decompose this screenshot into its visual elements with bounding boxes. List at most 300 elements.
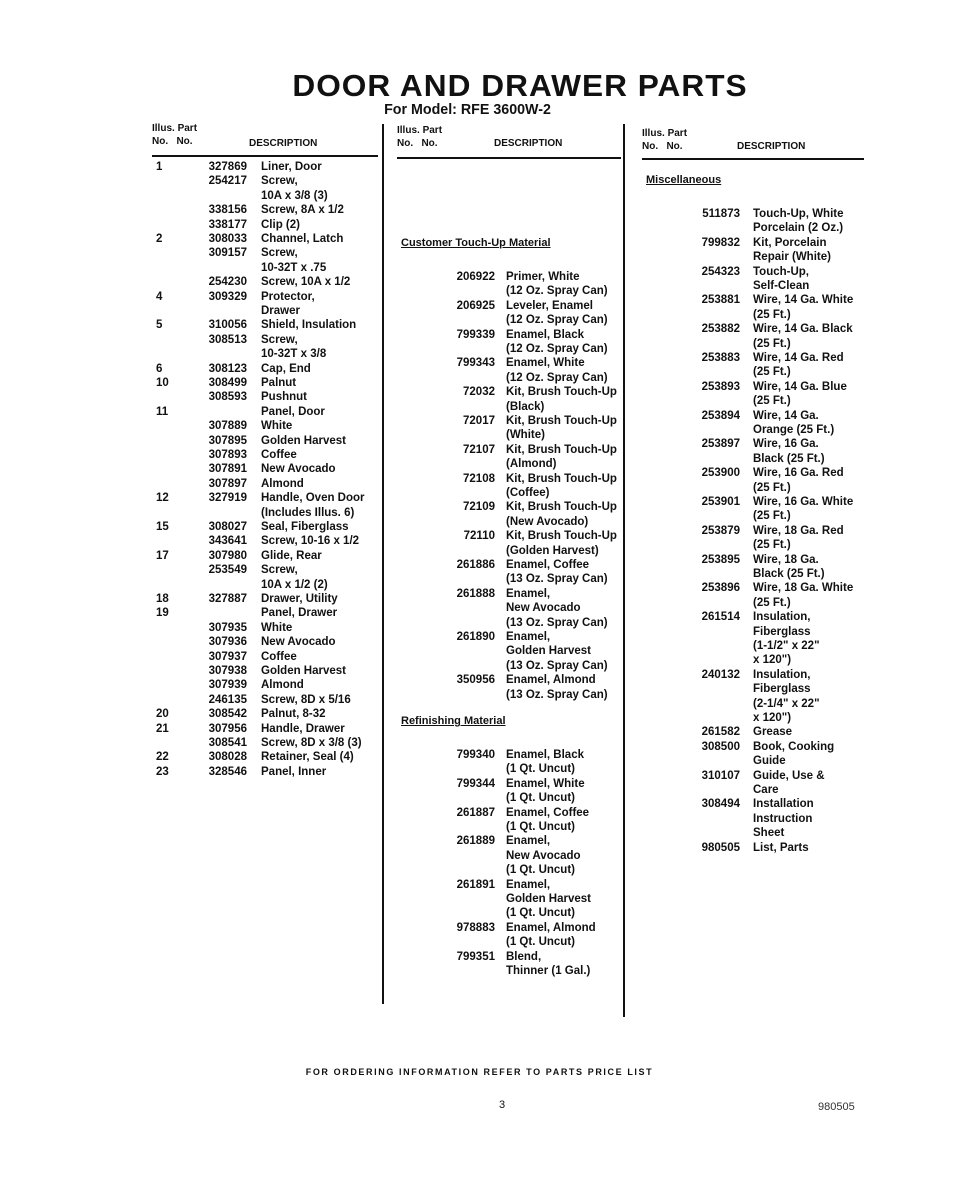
table-row [642,697,867,711]
table-row [397,500,621,514]
part-number: 799343 [456,357,495,370]
table-row [397,529,621,543]
table-row [152,376,380,390]
part-description: Wire, 18 Ga. [753,553,819,566]
table-row [397,601,621,615]
table-row [642,365,867,379]
part-description: 10A x 1/2 (2) [261,578,328,591]
part-description: Screw, 8A x 1/2 [261,204,344,217]
table-row [397,906,621,920]
table-row [152,462,380,476]
illus-number: 6 [156,362,163,375]
table-row [397,284,621,298]
table-row [642,452,867,466]
part-description: Screw, 10A x 1/2 [261,276,351,289]
no-label: No. [421,138,438,149]
part-description: (Almond) [506,458,557,471]
table-row [152,203,380,217]
table-row [397,630,621,644]
table-row [642,221,867,235]
table-row [397,892,621,906]
part-description: Kit, Porcelain [753,236,827,249]
table-row [397,313,621,327]
part-number: 307891 [208,463,247,476]
col2-header-rule [397,157,621,159]
description-label: DESCRIPTION [494,138,563,149]
part-number: 307936 [208,636,247,649]
part-description: (25 Ft.) [753,337,791,350]
part-description: Touch-Up, [753,265,809,278]
part-number: 254217 [208,175,247,188]
part-description: Wire, 14 Ga. Blue [753,380,847,393]
table-row [152,592,380,606]
part-description: Retainer, Seal (4) [261,751,354,764]
table-row [642,409,867,423]
page-title: DOOR AND DRAWER PARTS [292,68,748,103]
table-row [642,236,867,250]
part-description: 10A x 3/8 (3) [261,189,328,202]
section-title: Customer Touch-Up Material [401,237,551,249]
part-number: 72109 [463,501,495,514]
table-row [397,558,621,572]
part-description: Panel, Inner [261,765,327,778]
table-row [642,538,867,552]
part-number: 72107 [463,443,495,456]
part-description: Blend, [506,950,542,963]
part-description: Drawer [261,305,300,317]
part-number: 343641 [208,535,247,548]
part-number: 253549 [208,564,247,577]
table-row [642,423,867,437]
part-number: 253901 [701,496,740,508]
part-description: (25 Ft.) [753,510,791,523]
illus-number: 12 [156,492,169,505]
table-row [642,625,867,639]
part-number: 980505 [701,841,740,854]
part-number: 308494 [701,798,740,811]
part-description: New Avocado [506,849,581,862]
table-row [152,650,380,664]
part-number: 254323 [701,265,740,278]
part-description: Care [753,784,779,796]
table-row [397,428,621,442]
part-number: 253896 [701,582,740,595]
part-description: Seal, Fiberglass [261,521,349,533]
part-number: 511873 [702,208,740,220]
table-row [642,250,867,264]
section-title: Refinishing Material [401,715,506,727]
part-number: 338177 [208,218,247,231]
part-description: (13 Oz. Spray Can) [506,573,608,586]
part-number: 309329 [208,290,247,303]
illus-number: 20 [156,708,169,721]
table-row [397,644,621,658]
part-description: Kit, Brush Touch-Up [506,530,617,543]
part-description: New Avocado [261,636,336,649]
part-description: (1 Qt. Uncut) [506,821,575,833]
table-row [397,486,621,500]
part-description: List, Parts [753,841,809,854]
part-description: Pushnut [261,391,307,404]
part-description: (Includes Illus. 6) [261,506,355,519]
part-description: Enamel, Coffee [506,559,590,571]
table-row [152,347,380,361]
table-row [152,707,380,721]
part-description: Porcelain (2 Oz.) [753,222,844,235]
part-description: Golden Harvest [506,893,591,905]
part-number: 978883 [456,921,495,934]
part-description: (12 Oz. Spray Can) [506,371,608,384]
part-number: 206925 [456,299,495,312]
illus-number: 15 [156,521,169,533]
part-number: 253895 [701,553,740,566]
table-row [397,820,621,834]
illus-number: 19 [156,607,169,620]
part-number: 307935 [208,621,247,634]
part-description: Enamel, [506,631,551,643]
table-row [152,491,380,505]
table-row [152,736,380,750]
part-description: (13 Oz. Spray Can) [506,688,608,701]
part-number: 253894 [701,409,740,422]
part-description: Wire, 18 Ga. White [753,582,854,595]
part-description: Liner, Door [261,161,322,173]
part-description: (25 Ft.) [753,308,791,321]
part-number: 327869 [208,161,247,173]
part-description: Screw, 10-16 x 1/2 [261,535,360,548]
table-row [397,371,621,385]
part-description: Enamel, [506,587,551,600]
part-number: 328546 [208,765,247,778]
illus-label: Illus. [397,125,420,136]
table-row [397,935,621,949]
table-row [152,318,380,332]
table-row [642,740,867,754]
part-description: Palnut, 8-32 [261,708,326,721]
part-number: 253883 [701,352,740,364]
part-description: Kit, Brush Touch-Up [506,415,617,427]
part-description: Wire, 14 Ga. White [753,294,854,307]
no-label: No. [152,136,169,147]
table-row [642,466,867,480]
table-row [642,279,867,293]
part-number: 261582 [701,726,740,739]
table-row [642,639,867,653]
part-description: Golden Harvest [261,434,346,447]
table-row [397,878,621,892]
ordering-footer: FOR ORDERING INFORMATION REFER TO PARTS PRICE LIST [305,1067,654,1077]
table-row [397,515,621,529]
part-description: (25 Ft.) [753,481,791,494]
part-description: Black (25 Ft.) [753,568,825,580]
part-description: Screw, [261,564,298,577]
table-row [642,754,867,768]
part-description: (12 Oz. Spray Can) [506,343,608,355]
part-number: 261886 [456,559,495,571]
part-number: 253881 [701,294,740,307]
document-number: 980505 [818,1101,855,1113]
table-row [642,524,867,538]
col1-header [152,122,380,148]
part-description: (1 Qt. Uncut) [506,936,575,949]
table-row [642,769,867,783]
table-row [397,777,621,791]
part-number: 253882 [701,323,740,336]
part-description: Kit, Brush Touch-Up [506,472,617,485]
table-row [642,322,867,336]
part-description: Kit, Brush Touch-Up [506,501,617,514]
part-number: 308541 [208,737,247,749]
column-divider [623,124,625,1017]
table-row [397,400,621,414]
table-row [152,174,380,188]
part-description: Coffee [261,449,297,461]
table-row [642,481,867,495]
part-description: (13 Oz. Spray Can) [506,659,608,672]
table-row [642,265,867,279]
part-description: Panel, Door [261,405,325,418]
part-description: Fiberglass [753,625,811,638]
table-row [152,419,380,433]
part-number: 307893 [208,449,247,461]
table-row [397,457,621,471]
part-description: (Coffee) [506,487,550,499]
table-row [152,390,380,404]
part-description: Shield, Insulation [261,319,357,332]
part-number: 350956 [456,674,495,687]
illus-label: Illus. [152,123,175,134]
part-number: 308500 [701,740,740,753]
table-row [152,578,380,592]
no-label: No. [642,141,659,152]
part-number: 307895 [208,434,247,447]
no-label: No. [666,141,683,152]
part-description: (13 Oz. Spray Can) [506,616,608,629]
part-number: 72017 [463,415,495,427]
table-row [152,304,380,318]
part-description: Palnut [261,377,297,389]
part-number: 253893 [701,380,740,393]
part-description: Leveler, Enamel [506,299,593,312]
part-description: Kit, Brush Touch-Up [506,386,617,399]
part-description: Screw, 8D x 5/16 [261,693,351,706]
part-description: Touch-Up, White [753,208,844,220]
table-row [152,189,380,203]
table-row [152,275,380,289]
part-number: 307980 [208,549,247,562]
part-number: 308028 [208,751,247,764]
part-description: Black (25 Ft.) [753,452,825,465]
part-description: Enamel, Black [506,749,584,761]
part-description: Primer, White [506,271,580,283]
table-row [642,682,867,696]
part-description: Wire, 18 Ga. Red [753,524,844,537]
part-description: (12 Oz. Spray Can) [506,314,608,327]
part-description: Screw, [261,247,298,260]
part-description: Self-Clean [753,280,810,292]
part-number: 72108 [463,472,495,485]
col2-header [397,124,625,150]
part-description: (25 Ft.) [753,366,791,379]
part-description: Drawer, Utility [261,593,338,605]
part-description: Wire, 14 Ga. [753,409,819,422]
part-number: 261889 [456,835,495,848]
table-row [152,477,380,491]
part-number: 308513 [208,333,247,346]
table-row [152,506,380,520]
table-row [152,722,380,736]
col1-header-rule [152,155,378,157]
part-description: Almond [261,679,304,692]
table-row [152,678,380,692]
part-description: Guide [753,755,786,768]
table-row [642,308,867,322]
table-row [152,290,380,304]
table-row [152,261,380,275]
part-description: 10-32T x 3/8 [261,348,327,361]
part-description: (25 Ft.) [753,539,791,552]
part-description: Cap, End [261,362,311,375]
part-number: 338156 [208,204,247,217]
table-row [152,765,380,779]
part-description: (Golden Harvest) [506,544,599,557]
part-description: (White) [506,429,545,442]
part-number: 261890 [456,631,495,643]
part-description: Wire, 16 Ga. Red [753,467,844,480]
part-description: Orange (25 Ft.) [753,424,835,436]
part-description: Enamel, Black [506,328,584,341]
part-description: Enamel, White [506,357,585,370]
part-description: Screw, 8D x 3/8 (3) [261,737,362,749]
part-description: Kit, Brush Touch-Up [506,443,617,456]
table-row [397,356,621,370]
part-description: Repair (White) [753,251,831,264]
table-row [642,437,867,451]
part-description: Installation [753,798,814,811]
no-label: No. [397,138,414,149]
table-row [397,834,621,848]
part-number: 253900 [701,467,740,480]
part-number: 310056 [208,319,247,332]
table-row [152,549,380,563]
illus-number: 10 [156,377,169,389]
part-description: Insulation, [753,668,811,681]
part-description: x 120") [753,654,792,667]
part-description: 10-32T x .75 [261,261,327,274]
table-row [642,337,867,351]
table-row [642,553,867,567]
part-number: 327919 [208,492,247,505]
table-row [642,668,867,682]
table-row [397,806,621,820]
part-description: Clip (2) [261,218,300,231]
part-description: Screw, [261,333,298,346]
part-description: (1-1/2" x 22" [753,640,820,652]
part-number: 307938 [208,665,247,677]
part-description: Golden Harvest [261,665,346,677]
part-description: (1 Qt. Uncut) [506,792,575,805]
table-row [397,688,621,702]
part-number: 72032 [463,386,495,399]
table-row [642,610,867,624]
illus-label: Illus. [642,128,665,139]
part-description: (2-1/4" x 22" [753,697,820,710]
description-label: DESCRIPTION [249,138,318,149]
table-row [152,232,380,246]
table-row [397,964,621,978]
table-row [642,380,867,394]
table-row [397,587,621,601]
part-description: Wire, 14 Ga. Red [753,352,844,364]
illus-number: 5 [156,319,163,332]
part-description: Sheet [753,827,785,840]
page-number: 3 [499,1099,506,1111]
part-number: 799351 [456,950,495,963]
part-number: 253897 [701,438,740,451]
table-row [642,567,867,581]
table-row [642,581,867,595]
table-row [397,659,621,673]
table-row [397,791,621,805]
part-description: Thinner (1 Gal.) [506,965,591,977]
table-row [152,563,380,577]
table-row [397,544,621,558]
table-row [642,596,867,610]
part-description: New Avocado [261,463,336,476]
table-row [642,351,867,365]
table-row [642,797,867,811]
table-row [642,394,867,408]
table-row [152,160,380,174]
table-row [642,509,867,523]
table-row [397,572,621,586]
illus-number: 4 [156,290,163,303]
part-description: Wire, 14 Ga. Black [753,323,853,336]
illus-number: 18 [156,593,169,605]
part-number: 307897 [208,477,247,490]
part-number: 307956 [208,722,247,735]
table-row [397,863,621,877]
part-number: 307889 [208,420,247,433]
table-row [152,434,380,448]
table-row [152,621,380,635]
illus-number: 23 [156,765,169,778]
part-description: (25 Ft.) [753,395,791,408]
col3-header [642,127,870,153]
part-description: Glide, Rear [261,549,322,562]
part-description: (1 Qt. Uncut) [506,763,575,776]
part-description: White [261,621,293,634]
table-row [397,616,621,630]
part-number: 246135 [208,693,247,706]
table-row [152,664,380,678]
table-row [397,342,621,356]
part-description: Panel, Drawer [261,607,338,620]
table-row [642,841,867,855]
part-description: Enamel, [506,835,551,848]
part-description: x 120") [753,712,792,724]
part-number: 254230 [208,276,247,289]
part-description: Almond [261,477,304,490]
illus-number: 2 [156,233,163,245]
column-divider [382,124,384,1004]
part-description: Fiberglass [753,683,811,696]
table-row [397,328,621,342]
illus-number: 1 [156,161,163,173]
table-row [397,443,621,457]
part-number: 261887 [456,806,495,819]
part-description: (Black) [506,400,545,413]
